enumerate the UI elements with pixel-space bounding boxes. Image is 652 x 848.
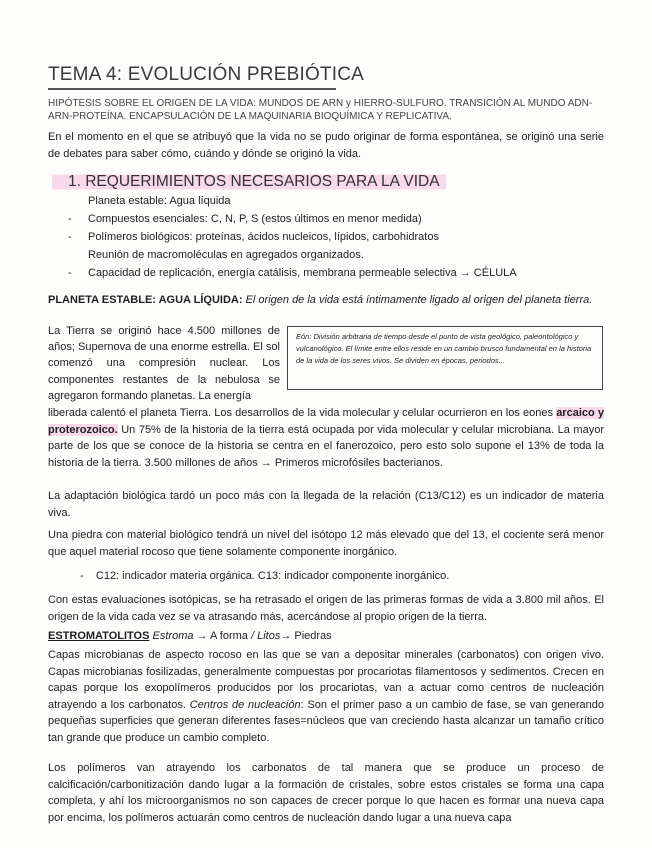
list-item: - Polímeros biológicos: proteínas, ácidos nucleicos, lípidos, carbohidratos <box>68 231 439 243</box>
isotopic-paragraph: Con estas evaluaciones isotópicas, se ha retrasado el origen de las primeras formas de vida a 3.800 mil años. El origen de la vida cada vez se va atrasando más, acercándose al propio origen de la tierra. <box>48 594 604 623</box>
intro-paragraph: En el momento en el que se atribuyó que la vida no se pudo originar de forma espontánea, se originó una serie de debates para saber cómo, cuándo y dónde se originó la vida. <box>48 131 604 160</box>
eons-paragraph: liberada calentó el planeta Tierra. Los desarrollos de la vida molecular y celular ocurrieron en los eones arcaico y proterozoico. Un 75% de la historia de la tierra está ocupada por vida molecular y celular microbiana. La mayor parte de los que se conoce de la historia se centra en el fanerozoico, pero esto solo supone el 13% de toda la historia de la tierra. 3.500 millones de años → Primeros microfósiles bacterianos. <box>48 407 604 469</box>
stromatolites-heading: ESTROMATOLITOS Estroma → A forma / Litos→ Piedras <box>48 630 332 642</box>
list-item: Planeta estable: Agua líquida <box>88 195 231 207</box>
page-title: TEMA 4: EVOLUCIÓN PREBIÓTICA <box>48 64 365 85</box>
list-item: - Compuestos esenciales: C, N, P, S (estos últimos en menor medida) <box>68 213 422 225</box>
topic-subtitle: HIPÓTESIS SOBRE EL ORIGEN DE LA VIDA: MUNDOS DE ARN y HIERRO-SULFURO. TRANSICIÓN AL MUNDO ADN-ARN-PROTEÍNA. ENCAPSULACIÓN DE LA MAQUINARIA BIOQUÍMICA Y REPLICATIVA. <box>48 98 593 122</box>
planeta-heading: PLANETA ESTABLE: AGUA LÍQUIDA: El origen de la vida está íntimamente ligado al origen del planeta tierra. <box>48 294 593 306</box>
eon-definition-box: Eón: División arbitraria de tiempo desde el punto de vista geológico, paleontológico y vulcanológico. El límite entre ellos reside en un cambio brusco fundamental en la historia de la vida de los seres vivos. Se dividen en épocas, periodos... <box>287 326 603 390</box>
earth-origin-text: La Tierra se originó hace 4.500 millones de años; Supernova de una enorme estrella. El sol comenzó una compresión nuclear. Los componentes restantes de la nebulosa se agregaron formando planetas. La energía <box>48 325 280 402</box>
highlight-eons: arcaico y proterozoico. <box>48 407 604 436</box>
polymers-paragraph: Los polímeros van atrayendo los carbonatos de tal manera que se produce un proceso de calcificación/carbonitización dando lugar a la formación de cristales, sobre estos cristales se forma una capa completa, y ahí los microorganismos no son capaces de crecer porque lo que hacen es formar una nueva capa por encima, los polímeros actuarán como centros de nucleación dando lugar a una nueva capa <box>48 762 604 824</box>
stromatolites-paragraph: Capas microbianas de aspecto rocoso en las que se van a depositar minerales (carbonatos) con origen vivo. Capas microbianas fosilizadas, generalmente compuestas por procariotas filamentosos y sedimentos. Crecen en capas porque los exopolímeros producidos por los procariotas, van a actuar como centros de nucleación atrayendo a los carbonatos. Centros de nucleación: Son el primer paso a un cambio de fase, se van generando pequeñas superficies que generan diferentes fases=núcleos que van creciendo hasta alcanzar un tamaño crítico tan grande que produce un cambio completo. <box>48 649 604 744</box>
list-item: - Capacidad de replicación, energía catálisis, membrana permeable selectiva → CÉLULA <box>68 267 517 279</box>
adaptation-paragraph: La adaptación biológica tardó un poco más con la llegada de la relación (C13/C12) es un indicador de materia viva. <box>48 490 604 519</box>
title-underline <box>48 88 336 90</box>
bullet-dash: - <box>80 570 96 582</box>
requirements-list <box>68 192 588 282</box>
isotope-bullet: - C12: indicador materia orgánica. C13: indicador componente inorgánico. <box>80 570 450 582</box>
isotope-paragraph: Una piedra con material biológico tendrá un nivel del isótopo 12 más elevado que del 13, el cociente será menor que aquel material rocoso que tiene solamente componente inorgánico. <box>48 529 604 558</box>
list-item: Reunión de macromoléculas en agregados organizados. <box>88 249 364 261</box>
section-heading: 1. REQUERIMIENTOS NECESARIOS PARA LA VIDA <box>52 173 446 191</box>
